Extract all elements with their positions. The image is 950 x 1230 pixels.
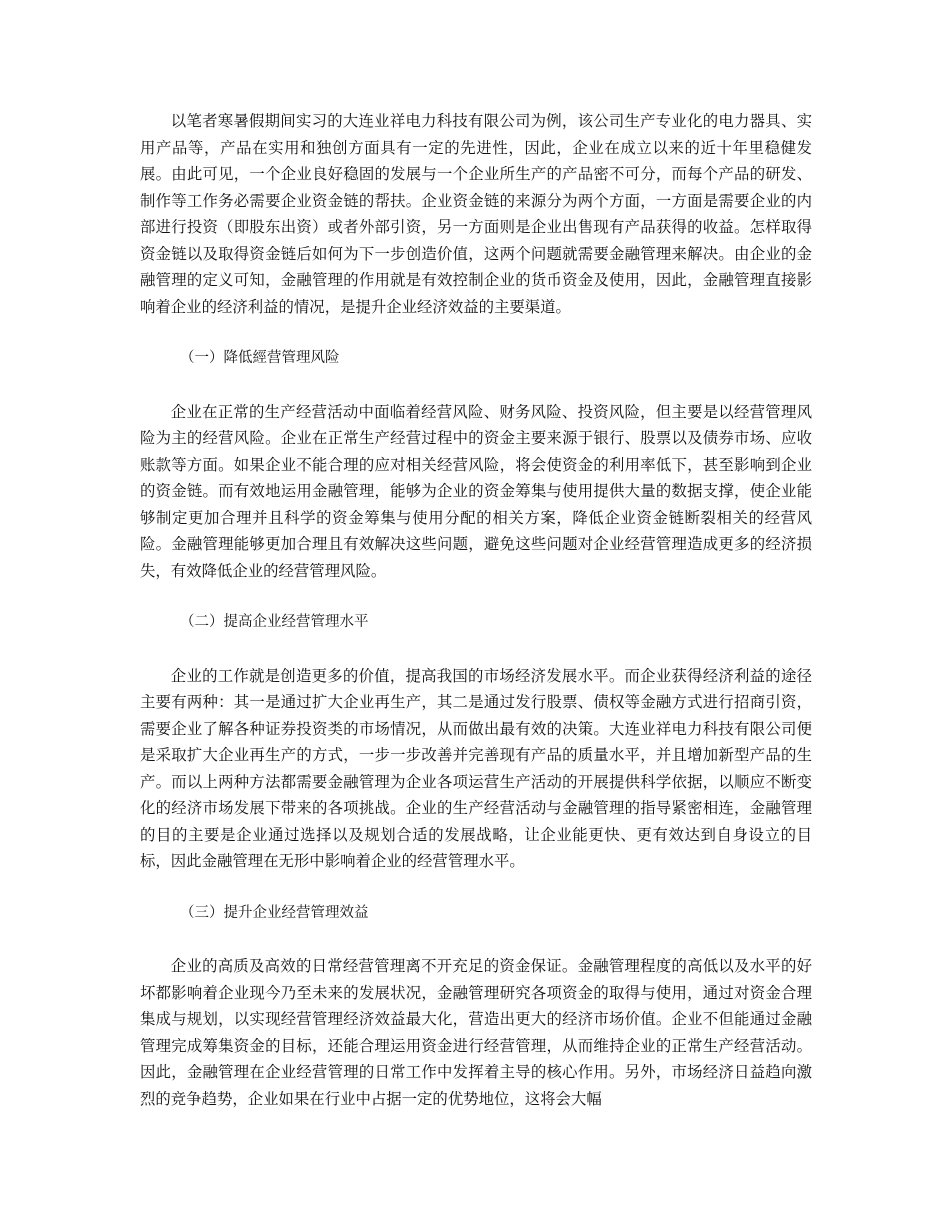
section-heading-2: （二）提高企业经营管理水平 — [180, 614, 369, 630]
document-body — [140, 108, 812, 1112]
section-heading-1: （一）降低經营管理风险 — [180, 350, 340, 366]
section-heading-3: （三）提升企业经营管理效益 — [180, 904, 369, 921]
paragraph-risk: 企业在正常的生产经营活动中面临着经营风险、财务风险、投资风险，但主要是以经营管理风险为主的经营风险。企业在正常生产经营过程中的资金主要来源于银行、股票以及债券市场、应收账款等方面。如果企业不能合理的应对相关经营风险，将会使资金的利用率低下，甚至影响到企业的资金链。而有效地运用金融管理，能够为企业的资金筹集与使用提供大量的数据支撑，使企业能够制定更加合理并且科学的资金筹集与使用分配的相关方案，降低企业资金链断裂相关的经营风险。金融管理能够更加合理且有效解决这些问题，避免这些问题对企业经营管理造成更多的经济损失，有效降低企业的经营管理风险。 — [140, 402, 812, 580]
paragraph-benefit: 企业的高质及高效的日常经营管理离不开充足的资金保证。金融管理程度的高低以及水平的好坏都影响着企业现今乃至未来的发展状况，金融管理研究各项资金的取得与使用，通过对资金合理集成与规划，以实现经营管理经济效益最大化，营造出更大的经济市场价值。企业不但能通过金融管理完成筹集资金的目标，还能合理运用资金进行经营管理，从而维持企业的正常生产经营活动。因此，金融管理在企业经营管理的日常工作中发挥着主导的核心作用。另外，市场经济日益趋向激烈的竞争趋势，企业如果在行业中占据一定的优势地位，这将会大幅 — [140, 957, 812, 1108]
paragraph-level: 企业的工作就是创造更多的价值，提高我国的市场经济发展水平。而企业获得经济利益的途径主要有两种：其一是通过扩大企业再生产，其二是通过发行股票、债权等金融方式进行招商引资，需要企业了解各种证券投资类的市场情况，从而做出最有效的决策。大连业祥电力科技有限公司便是采取扩大企业再生产的方式，一步一步改善并完善现有产品的质量水平，并且增加新型产品的生产。而以上两种方法都需要金融管理为企业各项运营生产活动的开展提供科学依据，以顺应不断变化的经济市场发展下带来的各项挑战。企业的生产经营活动与金融管理的指导紧密相连，金融管理的目的主要是企业通过选择以及规划合适的发展战略，让企业能更快、更有效达到自身设立的目标，因此金融管理在无形中影响着企业的经营管理水平。 — [140, 666, 812, 870]
paragraph-intro: 以笔者寒暑假期间实习的大连业祥电力科技有限公司为例，该公司生产专业化的电力器具、实用产品等，产品在实用和独创方面具有一定的先进性，因此，企业在成立以来的近十年里稳健发展。由此可见，一个企业良好稳固的发展与一个企业所生产的产品密不可分，而每个产品的研发、制作等工作务必需要企业资金链的帮扶。企业资金链的来源分为两个方面，一方面是需要企业的内部进行投资（即股东出资）或者外部引资，另一方面则是企业出售现有产品获得的收益。怎样取得资金链以及取得资金链后如何为下一步创造价值，这两个问题就需要金融管理来解决。由企业的金融管理的定义可知，金融管理的作用就是有效控制企业的货币资金及使用，因此，金融管理直接影响着企业的经济利益的情况，是提升企业经济效益的主要渠道。 — [140, 112, 812, 316]
